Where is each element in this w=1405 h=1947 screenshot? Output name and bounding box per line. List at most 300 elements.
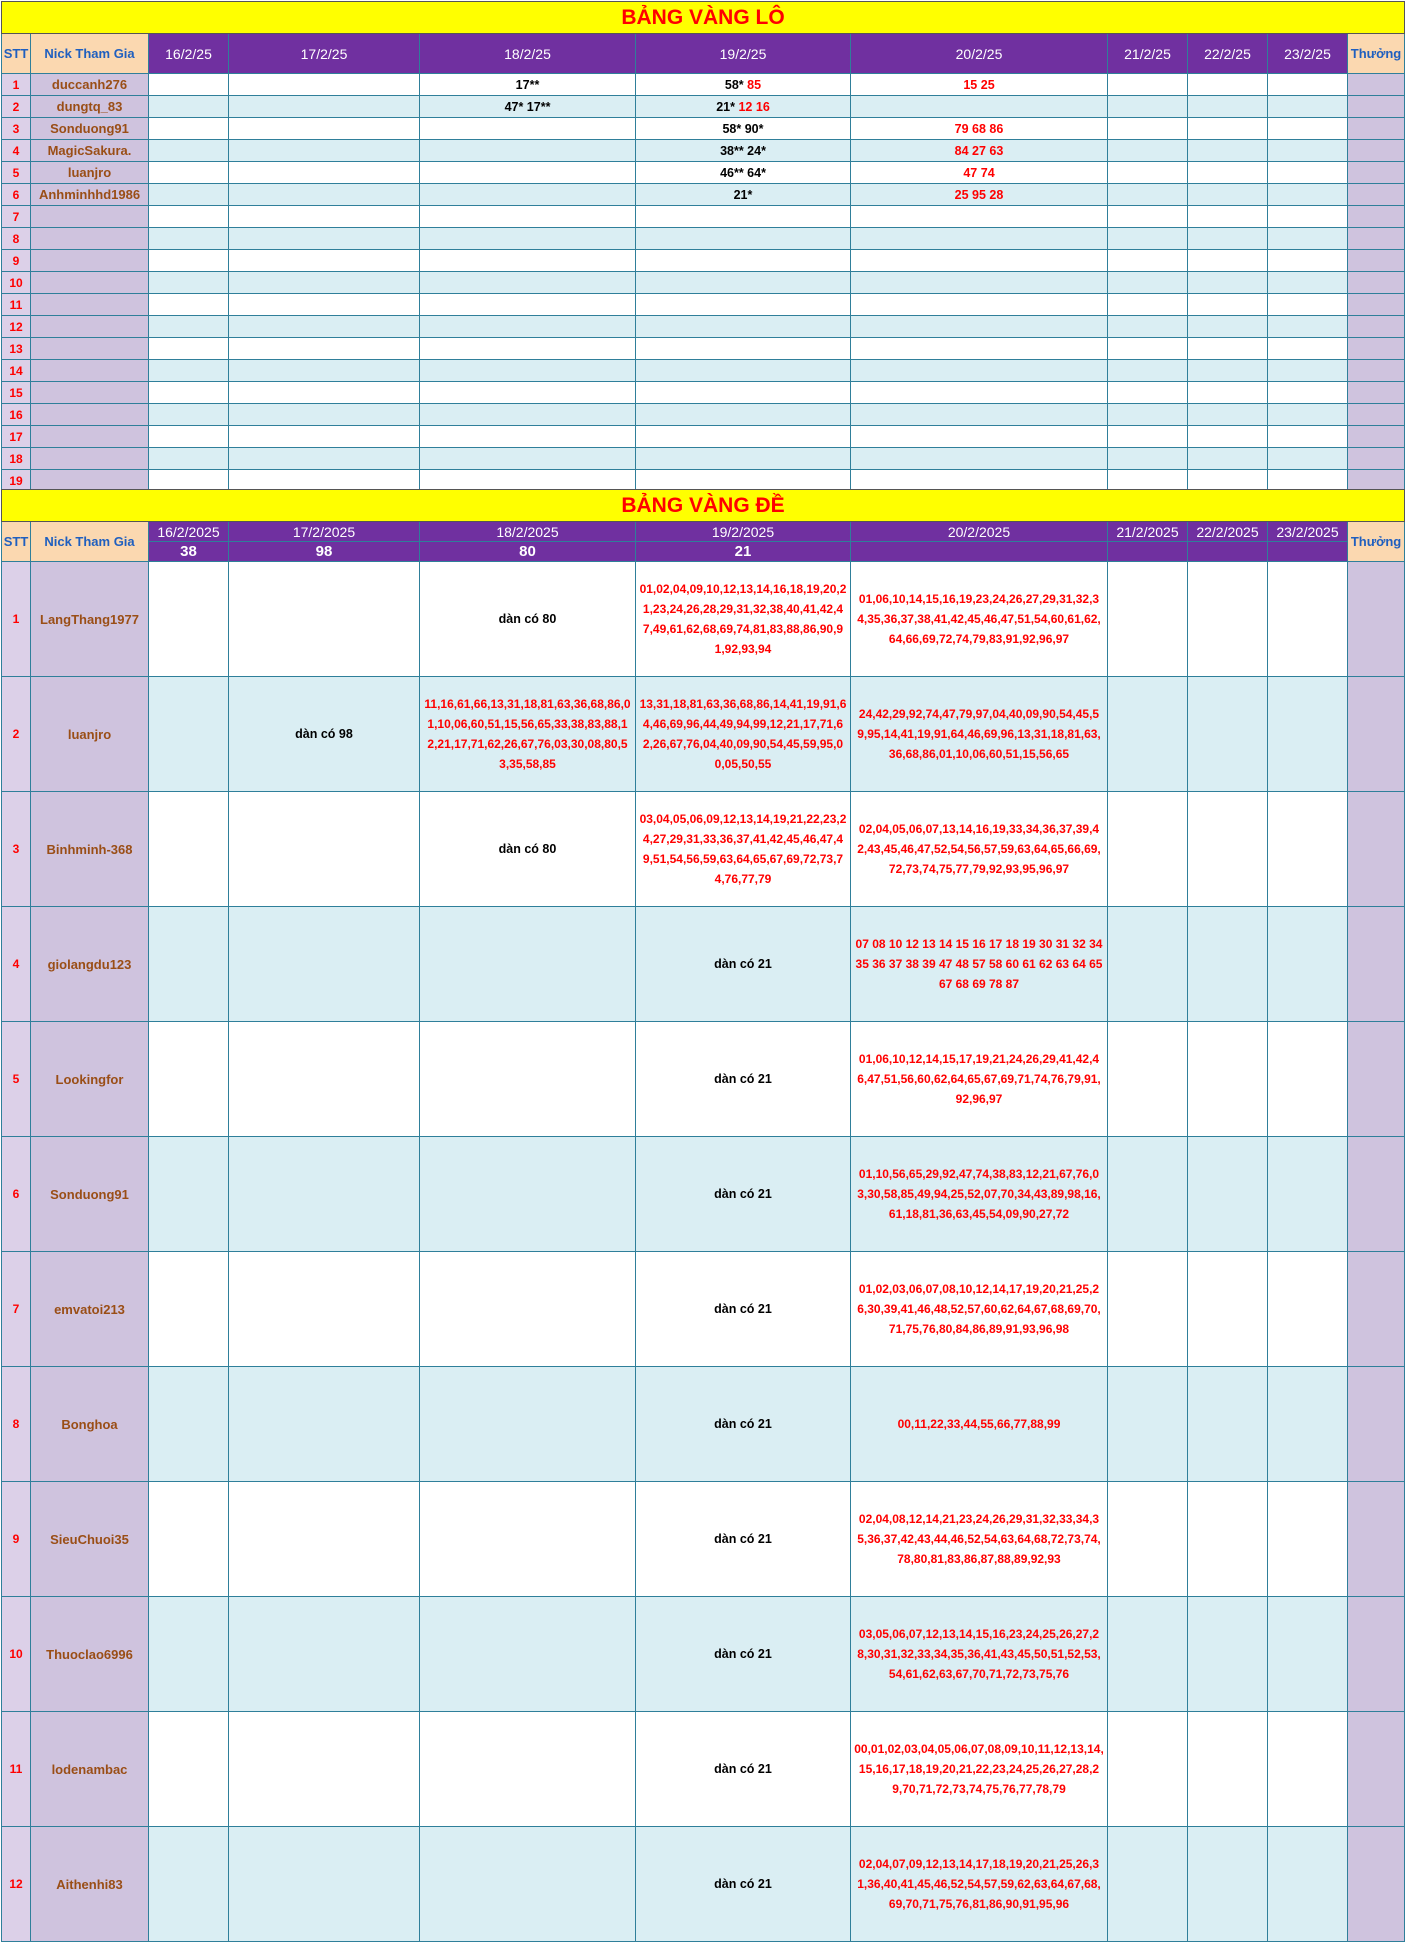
nick-cell[interactable]: Thuoclao6996 [31, 1597, 149, 1712]
cell-21[interactable] [1108, 1137, 1188, 1252]
cell-16[interactable] [149, 792, 229, 907]
cell-18[interactable] [420, 162, 636, 184]
cell-17[interactable] [229, 1597, 420, 1712]
cell-22[interactable] [1188, 562, 1268, 677]
nick-cell[interactable]: dungtq_83 [31, 96, 149, 118]
cell-23[interactable] [1268, 162, 1348, 184]
cell-18[interactable] [420, 316, 636, 338]
cell-23[interactable] [1268, 96, 1348, 118]
cell-18[interactable] [420, 1137, 636, 1252]
cell-21[interactable] [1108, 140, 1188, 162]
reward-cell[interactable] [1348, 360, 1405, 382]
cell-17[interactable] [229, 338, 420, 360]
cell-16[interactable] [149, 1367, 229, 1482]
nick-cell[interactable] [31, 338, 149, 360]
nick-cell[interactable]: Sonduong91 [31, 118, 149, 140]
cell-23[interactable] [1268, 448, 1348, 470]
cell-18[interactable] [420, 206, 636, 228]
reward-cell[interactable] [1348, 677, 1405, 792]
cell-23[interactable] [1268, 1827, 1348, 1942]
cell-18[interactable] [420, 360, 636, 382]
nick-cell[interactable] [31, 448, 149, 470]
cell-19[interactable] [636, 404, 851, 426]
cell-19[interactable] [636, 426, 851, 448]
cell-21[interactable] [1108, 338, 1188, 360]
cell-21[interactable] [1108, 677, 1188, 792]
reward-cell[interactable] [1348, 316, 1405, 338]
reward-cell[interactable] [1348, 562, 1405, 677]
cell-22[interactable] [1188, 1252, 1268, 1367]
cell-19[interactable] [636, 184, 851, 206]
cell-20[interactable]: 00,11,22,33,44,55,66,77,88,99 [851, 1367, 1108, 1482]
cell-19[interactable]: 03,04,05,06,09,12,13,14,19,21,22,23,24,27,29,31,33,36,37,41,42,45,46,47,49,51,54,56,59,63,64,65,67,69,72,73,74,76,77,79 [636, 792, 851, 907]
cell-19[interactable]: dàn có 21 [636, 1252, 851, 1367]
cell-17[interactable] [229, 162, 420, 184]
cell-17[interactable] [229, 792, 420, 907]
nick-cell[interactable]: lodenambac [31, 1712, 149, 1827]
cell-16[interactable] [149, 382, 229, 404]
cell-22[interactable] [1188, 448, 1268, 470]
nick-cell[interactable]: Lookingfor [31, 1022, 149, 1137]
nick-cell[interactable]: Aithenhi83 [31, 1827, 149, 1942]
reward-cell[interactable] [1348, 448, 1405, 470]
cell-23[interactable] [1268, 1482, 1348, 1597]
cell-23[interactable] [1268, 792, 1348, 907]
nick-cell[interactable] [31, 426, 149, 448]
nick-cell[interactable] [31, 360, 149, 382]
cell-16[interactable] [149, 1252, 229, 1367]
cell-20[interactable]: 03,05,06,07,12,13,14,15,16,23,24,25,26,27,28,30,31,32,33,34,35,36,41,43,45,50,51,52,53,54,61,62,63,67,70,71,72,73,75,76 [851, 1597, 1108, 1712]
cell-17[interactable] [229, 272, 420, 294]
cell-22[interactable] [1188, 118, 1268, 140]
cell-19[interactable] [636, 96, 851, 118]
cell-17[interactable] [229, 1827, 420, 1942]
cell-21[interactable] [1108, 1022, 1188, 1137]
cell-16[interactable] [149, 677, 229, 792]
cell-18[interactable] [420, 1597, 636, 1712]
cell-21[interactable] [1108, 1367, 1188, 1482]
reward-cell[interactable] [1348, 1022, 1405, 1137]
cell-19[interactable] [636, 316, 851, 338]
cell-16[interactable] [149, 1597, 229, 1712]
cell-17[interactable] [229, 404, 420, 426]
cell-19[interactable] [636, 382, 851, 404]
cell-21[interactable] [1108, 228, 1188, 250]
cell-20[interactable] [851, 360, 1108, 382]
cell-17[interactable] [229, 74, 420, 96]
cell-22[interactable] [1188, 228, 1268, 250]
cell-19[interactable]: dàn có 21 [636, 1712, 851, 1827]
cell-22[interactable] [1188, 404, 1268, 426]
reward-cell[interactable] [1348, 426, 1405, 448]
cell-16[interactable] [149, 140, 229, 162]
cell-21[interactable] [1108, 316, 1188, 338]
reward-cell[interactable] [1348, 162, 1405, 184]
cell-19[interactable] [636, 206, 851, 228]
cell-22[interactable] [1188, 184, 1268, 206]
reward-cell[interactable] [1348, 96, 1405, 118]
cell-17[interactable] [229, 1482, 420, 1597]
cell-17[interactable] [229, 250, 420, 272]
cell-16[interactable] [149, 272, 229, 294]
cell-22[interactable] [1188, 382, 1268, 404]
cell-20[interactable] [851, 426, 1108, 448]
cell-22[interactable] [1188, 792, 1268, 907]
cell-21[interactable] [1108, 272, 1188, 294]
cell-16[interactable] [149, 1022, 229, 1137]
cell-21[interactable] [1108, 74, 1188, 96]
cell-22[interactable] [1188, 1367, 1268, 1482]
cell-21[interactable] [1108, 1827, 1188, 1942]
cell-21[interactable] [1108, 426, 1188, 448]
cell-23[interactable] [1268, 1712, 1348, 1827]
cell-18[interactable] [420, 338, 636, 360]
cell-16[interactable] [149, 1482, 229, 1597]
cell-22[interactable] [1188, 1597, 1268, 1712]
cell-23[interactable] [1268, 382, 1348, 404]
cell-19[interactable]: 01,02,04,09,10,12,13,14,16,18,19,20,21,23,24,26,28,29,31,32,38,40,41,42,47,49,61,62,68,69,74,81,83,88,86,90,91,92,93,94 [636, 562, 851, 677]
cell-18[interactable] [420, 74, 636, 96]
cell-18[interactable] [420, 184, 636, 206]
cell-20[interactable] [851, 338, 1108, 360]
nick-cell[interactable]: luanjro [31, 162, 149, 184]
cell-17[interactable] [229, 562, 420, 677]
cell-23[interactable] [1268, 338, 1348, 360]
cell-23[interactable] [1268, 1252, 1348, 1367]
cell-22[interactable] [1188, 250, 1268, 272]
cell-19[interactable] [636, 294, 851, 316]
cell-23[interactable] [1268, 426, 1348, 448]
cell-18[interactable] [420, 1482, 636, 1597]
cell-23[interactable] [1268, 404, 1348, 426]
cell-22[interactable] [1188, 140, 1268, 162]
cell-19[interactable] [636, 338, 851, 360]
cell-20[interactable] [851, 162, 1108, 184]
cell-22[interactable] [1188, 1712, 1268, 1827]
cell-20[interactable] [851, 184, 1108, 206]
reward-cell[interactable] [1348, 404, 1405, 426]
cell-16[interactable] [149, 360, 229, 382]
cell-19[interactable]: dàn có 21 [636, 1367, 851, 1482]
cell-22[interactable] [1188, 1482, 1268, 1597]
reward-cell[interactable] [1348, 907, 1405, 1022]
cell-22[interactable] [1188, 162, 1268, 184]
cell-23[interactable] [1268, 118, 1348, 140]
cell-16[interactable] [149, 1827, 229, 1942]
cell-18[interactable]: dàn có 80 [420, 792, 636, 907]
nick-cell[interactable]: SieuChuoi35 [31, 1482, 149, 1597]
cell-21[interactable] [1108, 360, 1188, 382]
cell-22[interactable] [1188, 907, 1268, 1022]
cell-17[interactable] [229, 96, 420, 118]
cell-22[interactable] [1188, 1022, 1268, 1137]
cell-18[interactable] [420, 272, 636, 294]
cell-23[interactable] [1268, 1367, 1348, 1482]
cell-16[interactable] [149, 294, 229, 316]
cell-18[interactable] [420, 118, 636, 140]
cell-22[interactable] [1188, 294, 1268, 316]
cell-20[interactable]: 07 08 10 12 13 14 15 16 17 18 19 30 31 32 34 35 36 37 38 39 47 48 57 58 60 61 62 63 64 65 67 68 69 78 87 [851, 907, 1108, 1022]
cell-17[interactable] [229, 426, 420, 448]
cell-19[interactable] [636, 228, 851, 250]
reward-cell[interactable] [1348, 74, 1405, 96]
cell-20[interactable]: 00,01,02,03,04,05,06,07,08,09,10,11,12,13,14,15,16,17,18,19,20,21,22,23,24,25,26,27,28,29,70,71,72,73,74,75,76,77,78,79 [851, 1712, 1108, 1827]
cell-23[interactable] [1268, 184, 1348, 206]
cell-20[interactable] [851, 382, 1108, 404]
cell-20[interactable] [851, 74, 1108, 96]
nick-cell[interactable]: Binhminh-368 [31, 792, 149, 907]
cell-16[interactable] [149, 228, 229, 250]
cell-22[interactable] [1188, 338, 1268, 360]
reward-cell[interactable] [1348, 294, 1405, 316]
cell-16[interactable] [149, 404, 229, 426]
cell-23[interactable] [1268, 206, 1348, 228]
nick-cell[interactable]: emvatoi213 [31, 1252, 149, 1367]
cell-23[interactable] [1268, 1137, 1348, 1252]
nick-cell[interactable]: Anhminhhd1986 [31, 184, 149, 206]
nick-cell[interactable] [31, 272, 149, 294]
cell-21[interactable] [1108, 118, 1188, 140]
cell-17[interactable]: dàn có 98 [229, 677, 420, 792]
cell-21[interactable] [1108, 448, 1188, 470]
cell-16[interactable] [149, 118, 229, 140]
cell-17[interactable] [229, 907, 420, 1022]
reward-cell[interactable] [1348, 272, 1405, 294]
cell-17[interactable] [229, 316, 420, 338]
cell-18[interactable] [420, 907, 636, 1022]
cell-20[interactable] [851, 96, 1108, 118]
cell-21[interactable] [1108, 1712, 1188, 1827]
cell-23[interactable] [1268, 272, 1348, 294]
cell-17[interactable] [229, 1712, 420, 1827]
cell-19[interactable]: 13,31,18,81,63,36,68,86,14,41,19,91,64,46,69,96,44,49,94,99,12,21,17,71,62,26,67,76,04,40,09,90,54,45,59,95,00,05,50,55 [636, 677, 851, 792]
cell-19[interactable] [636, 140, 851, 162]
reward-cell[interactable] [1348, 1827, 1405, 1942]
cell-18[interactable] [420, 1252, 636, 1367]
nick-cell[interactable]: luanjro [31, 677, 149, 792]
cell-17[interactable] [229, 140, 420, 162]
cell-16[interactable] [149, 562, 229, 677]
cell-16[interactable] [149, 162, 229, 184]
cell-21[interactable] [1108, 294, 1188, 316]
cell-23[interactable] [1268, 140, 1348, 162]
cell-18[interactable] [420, 426, 636, 448]
cell-18[interactable] [420, 1367, 636, 1482]
cell-20[interactable]: 01,06,10,14,15,16,19,23,24,26,27,29,31,32,34,35,36,37,38,41,42,45,46,47,51,54,60,61,62,64,66,69,72,74,79,83,91,92,96,97 [851, 562, 1108, 677]
cell-23[interactable] [1268, 562, 1348, 677]
cell-21[interactable] [1108, 382, 1188, 404]
cell-19[interactable] [636, 162, 851, 184]
nick-cell[interactable]: Sonduong91 [31, 1137, 149, 1252]
nick-cell[interactable] [31, 404, 149, 426]
nick-cell[interactable]: Bonghoa [31, 1367, 149, 1482]
cell-22[interactable] [1188, 74, 1268, 96]
nick-cell[interactable]: MagicSakura. [31, 140, 149, 162]
cell-18[interactable] [420, 448, 636, 470]
cell-21[interactable] [1108, 792, 1188, 907]
cell-20[interactable]: 01,06,10,12,14,15,17,19,21,24,26,29,41,42,46,47,51,56,60,62,64,65,67,69,71,74,76,79,91,92,96,97 [851, 1022, 1108, 1137]
cell-18[interactable] [420, 404, 636, 426]
reward-cell[interactable] [1348, 1137, 1405, 1252]
cell-23[interactable] [1268, 294, 1348, 316]
nick-cell[interactable] [31, 382, 149, 404]
cell-19[interactable]: dàn có 21 [636, 1022, 851, 1137]
cell-20[interactable] [851, 206, 1108, 228]
cell-19[interactable]: dàn có 21 [636, 907, 851, 1022]
cell-20[interactable]: 24,42,29,92,74,47,79,97,04,40,09,90,54,45,59,95,14,41,19,91,64,46,69,96,13,31,18,81,63,36,68,86,01,10,06,60,51,15,56,65 [851, 677, 1108, 792]
nick-cell[interactable] [31, 316, 149, 338]
cell-21[interactable] [1108, 1252, 1188, 1367]
cell-20[interactable] [851, 118, 1108, 140]
cell-23[interactable] [1268, 677, 1348, 792]
cell-18[interactable]: 11,16,61,66,13,31,18,81,63,36,68,86,01,10,06,60,51,15,56,65,33,38,83,88,12,21,17,71,62,26,67,76,03,30,08,80,53,35,58,85 [420, 677, 636, 792]
reward-cell[interactable] [1348, 382, 1405, 404]
cell-22[interactable] [1188, 1827, 1268, 1942]
reward-cell[interactable] [1348, 1712, 1405, 1827]
cell-22[interactable] [1188, 316, 1268, 338]
cell-18[interactable] [420, 250, 636, 272]
cell-17[interactable] [229, 184, 420, 206]
cell-16[interactable] [149, 1712, 229, 1827]
cell-16[interactable] [149, 74, 229, 96]
cell-16[interactable] [149, 316, 229, 338]
cell-22[interactable] [1188, 206, 1268, 228]
reward-cell[interactable] [1348, 1482, 1405, 1597]
reward-cell[interactable] [1348, 228, 1405, 250]
nick-cell[interactable]: LangThang1977 [31, 562, 149, 677]
nick-cell[interactable] [31, 250, 149, 272]
nick-cell[interactable]: duccanh276 [31, 74, 149, 96]
cell-21[interactable] [1108, 404, 1188, 426]
cell-18[interactable] [420, 1712, 636, 1827]
nick-cell[interactable] [31, 294, 149, 316]
cell-17[interactable] [229, 118, 420, 140]
cell-17[interactable] [229, 448, 420, 470]
cell-20[interactable] [851, 228, 1108, 250]
reward-cell[interactable] [1348, 1597, 1405, 1712]
reward-cell[interactable] [1348, 118, 1405, 140]
cell-23[interactable] [1268, 1022, 1348, 1137]
cell-22[interactable] [1188, 426, 1268, 448]
cell-21[interactable] [1108, 907, 1188, 1022]
cell-18[interactable] [420, 1022, 636, 1137]
cell-18[interactable] [420, 294, 636, 316]
cell-23[interactable] [1268, 1597, 1348, 1712]
cell-20[interactable] [851, 404, 1108, 426]
cell-19[interactable]: dàn có 21 [636, 1827, 851, 1942]
reward-cell[interactable] [1348, 338, 1405, 360]
cell-20[interactable] [851, 294, 1108, 316]
nick-cell[interactable] [31, 228, 149, 250]
cell-19[interactable] [636, 448, 851, 470]
cell-21[interactable] [1108, 206, 1188, 228]
cell-22[interactable] [1188, 96, 1268, 118]
cell-18[interactable] [420, 382, 636, 404]
cell-20[interactable]: 01,02,03,06,07,08,10,12,14,17,19,20,21,25,26,30,39,41,46,48,52,57,60,62,64,67,68,69,70,71,75,76,80,84,86,89,91,93,96,98 [851, 1252, 1108, 1367]
cell-16[interactable] [149, 1137, 229, 1252]
cell-17[interactable] [229, 294, 420, 316]
cell-21[interactable] [1108, 96, 1188, 118]
nick-cell[interactable]: giolangdu123 [31, 907, 149, 1022]
cell-23[interactable] [1268, 74, 1348, 96]
cell-20[interactable] [851, 316, 1108, 338]
cell-20[interactable]: 02,04,08,12,14,21,23,24,26,29,31,32,33,34,35,36,37,42,43,44,46,52,54,63,64,68,72,73,74,78,80,81,83,86,87,88,89,92,93 [851, 1482, 1108, 1597]
cell-21[interactable] [1108, 562, 1188, 677]
cell-22[interactable] [1188, 677, 1268, 792]
cell-17[interactable] [229, 1367, 420, 1482]
cell-20[interactable] [851, 140, 1108, 162]
cell-20[interactable] [851, 448, 1108, 470]
reward-cell[interactable] [1348, 1252, 1405, 1367]
cell-21[interactable] [1108, 250, 1188, 272]
cell-19[interactable] [636, 250, 851, 272]
cell-18[interactable]: dàn có 80 [420, 562, 636, 677]
reward-cell[interactable] [1348, 792, 1405, 907]
reward-cell[interactable] [1348, 184, 1405, 206]
cell-19[interactable]: dàn có 21 [636, 1482, 851, 1597]
cell-19[interactable] [636, 272, 851, 294]
cell-22[interactable] [1188, 272, 1268, 294]
cell-19[interactable]: dàn có 21 [636, 1137, 851, 1252]
cell-17[interactable] [229, 206, 420, 228]
cell-17[interactable] [229, 360, 420, 382]
cell-23[interactable] [1268, 316, 1348, 338]
cell-18[interactable] [420, 1827, 636, 1942]
cell-20[interactable]: 01,10,56,65,29,92,47,74,38,83,12,21,67,76,03,30,58,85,49,94,25,52,07,70,34,43,89,98,16,61,18,81,36,63,45,54,09,90,27,72 [851, 1137, 1108, 1252]
cell-18[interactable] [420, 228, 636, 250]
cell-17[interactable] [229, 1252, 420, 1367]
cell-19[interactable] [636, 360, 851, 382]
cell-23[interactable] [1268, 228, 1348, 250]
cell-21[interactable] [1108, 1482, 1188, 1597]
cell-18[interactable] [420, 140, 636, 162]
cell-16[interactable] [149, 250, 229, 272]
cell-16[interactable] [149, 448, 229, 470]
cell-16[interactable] [149, 907, 229, 1022]
cell-21[interactable] [1108, 1597, 1188, 1712]
reward-cell[interactable] [1348, 250, 1405, 272]
cell-21[interactable] [1108, 184, 1188, 206]
cell-17[interactable] [229, 1137, 420, 1252]
cell-17[interactable] [229, 382, 420, 404]
cell-20[interactable]: 02,04,05,06,07,13,14,16,19,33,34,36,37,39,42,43,45,46,47,52,54,56,57,59,63,64,65,66,69,72,73,74,75,77,79,92,93,95,96,97 [851, 792, 1108, 907]
cell-19[interactable]: dàn có 21 [636, 1597, 851, 1712]
cell-23[interactable] [1268, 250, 1348, 272]
cell-20[interactable] [851, 250, 1108, 272]
cell-16[interactable] [149, 96, 229, 118]
reward-cell[interactable] [1348, 140, 1405, 162]
cell-23[interactable] [1268, 907, 1348, 1022]
cell-19[interactable] [636, 118, 851, 140]
cell-22[interactable] [1188, 1137, 1268, 1252]
cell-16[interactable] [149, 426, 229, 448]
cell-18[interactable] [420, 96, 636, 118]
cell-16[interactable] [149, 338, 229, 360]
cell-23[interactable] [1268, 360, 1348, 382]
cell-20[interactable]: 02,04,07,09,12,13,14,17,18,19,20,21,25,26,31,36,40,41,45,46,52,54,57,59,62,63,64,67,68,69,70,71,75,76,81,86,90,91,95,96 [851, 1827, 1108, 1942]
reward-cell[interactable] [1348, 206, 1405, 228]
cell-19[interactable] [636, 74, 851, 96]
cell-21[interactable] [1108, 162, 1188, 184]
cell-17[interactable] [229, 1022, 420, 1137]
cell-16[interactable] [149, 184, 229, 206]
cell-22[interactable] [1188, 360, 1268, 382]
cell-17[interactable] [229, 228, 420, 250]
reward-cell[interactable] [1348, 1367, 1405, 1482]
nick-cell[interactable] [31, 206, 149, 228]
cell-16[interactable] [149, 206, 229, 228]
cell-20[interactable] [851, 272, 1108, 294]
